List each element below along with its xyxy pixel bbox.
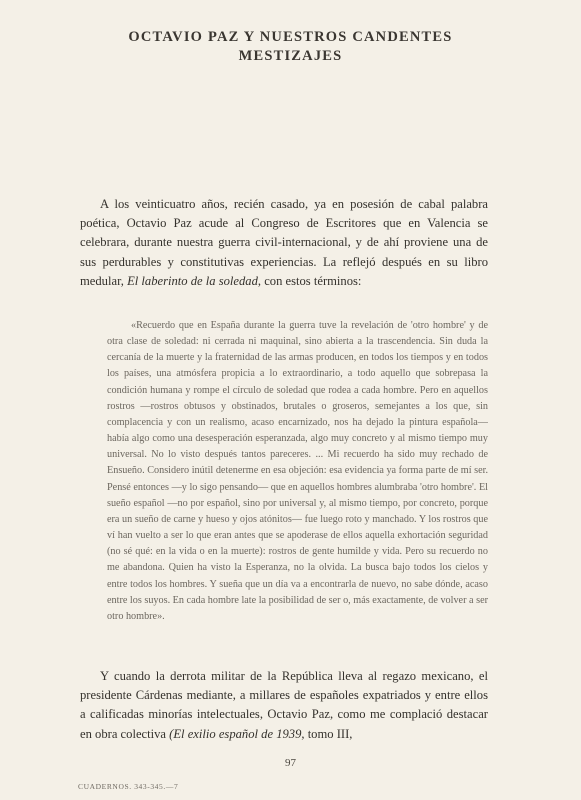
closing-text-before: Y cuando la derrota militar de la República lleva al regazo mexicano, el presidente Cárdenas mediante, a millares de españoles expatriados y entre ellos a calificadas minorías intelectuales, Octavio Paz, como me complació destacar en obra colectiva <box>80 669 488 741</box>
article-title <box>60 28 521 66</box>
article-title-line-1: OCTAVIO PAZ Y NUESTROS CANDENTES <box>128 29 453 45</box>
book-title-exilio: (El exilio español de 1939 <box>169 726 302 741</box>
intro-text-before: A los veinticuatro años, recién casado, ya en posesión de cabal palabra poética, Octavio Paz acude al Congreso de Escritores que en Valencia se celebrara, durante nuestra guerra civil-internacional, y de ahí proviene una de sus perdurables y constitutivas experiencias. La reflejó después en su libro medular, <box>80 197 488 288</box>
journal-reference: CUADERNOS. 343-345.—7 <box>78 782 179 791</box>
book-title-laberinto: El laberinto de la soledad <box>127 273 258 288</box>
intro-paragraph <box>80 195 488 291</box>
closing-text-after: , tomo III, <box>301 726 353 741</box>
block-quote <box>107 318 488 625</box>
closing-paragraph <box>80 667 488 744</box>
quote-text: «Recuerdo que en España durante la guerra tuve la revelación de 'otro hombre' y de otra clase de soledad: ni cerrada ni maquinal, sino abierta a la trascendencia. Sin duda la cercanía de la muerte y la fraternidad de las armas producen, en todos los tiempos y en todos los países, una atmósfera propicia a lo extraordinario, a todo aquello que sobrepasa la condición humana y rompe el círculo de soledad que rodea a cada hombre. Pero en aquellos rostros —rostros obtusos y obstinados, brutales o groseros, semejantes a los que, sin complacencia y con un realismo, acaso encarnizado, nos ha dejado la pintura española— había algo como una desesperación esperanzada, algo muy concreto y al mismo tiempo muy universal. No lo visto después tantos pareceres. ... Mi recuerdo ha sido muy rechado de Ensueño. Considero inútil detenerme en esa objeción: esa evidencia ya forma parte de mí ser. Pensé entonces —y lo sigo pensando— que en aquellos hombres alumbraba 'otro hombre'. El sueño español —no por español, sino por universal y, al mismo tiempo, por concreto, porque era un sueño de carne y hueso y ojos atónitos— fue luego roto y manchado. Y los rostros que ví han vuelto a ser lo que eran antes que se apoderase de ellos aquella exhortación seguridad (no sé qué: en la vida o en la muerte): rostros de gente humilde y vida. Pero su recuerdo no me abandona. Quien ha visto la Esperanza, no la olvida. La busca bajo todos los cielos y entre todos los hombres. Y sueña que un día va a encontrarla de nuevo, no sabe dónde, acaso entre los suyos. En cada hombre late la posibilidad de ser o, más exactamente, de volver a ser otro hombre». <box>107 320 488 622</box>
article-title-line-2: MESTIZAJES <box>238 48 343 64</box>
page-number: 97 <box>285 757 296 769</box>
intro-text-after: , con estos términos: <box>257 273 362 288</box>
